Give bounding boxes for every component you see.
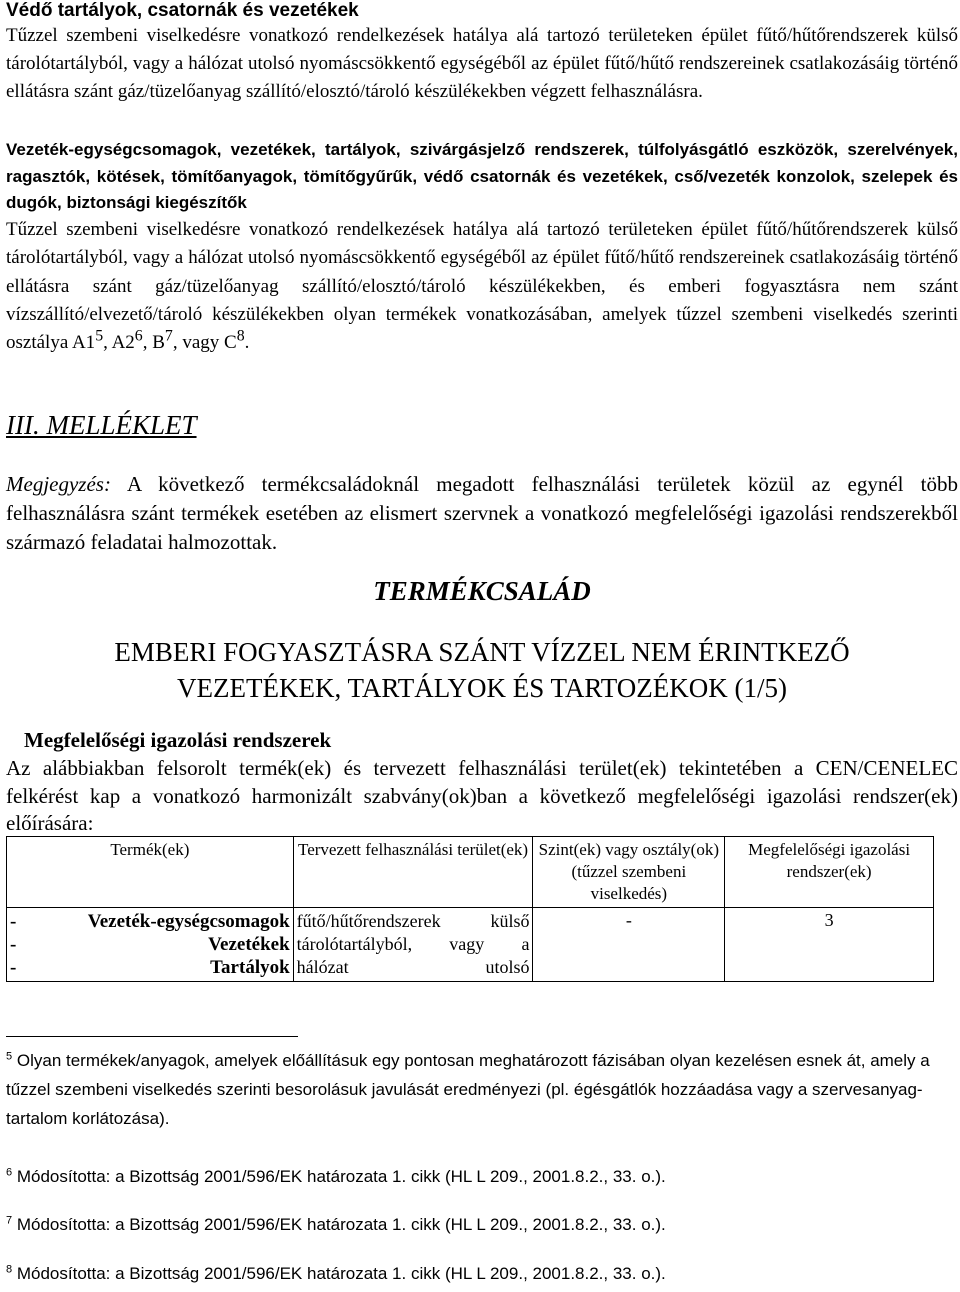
class-a2: A2: [111, 332, 135, 354]
footnote-8: [6, 1259, 958, 1288]
footnote-5: [6, 1046, 958, 1133]
product-family-subtitle-line-2: VEZETÉKEK, TARTÁLYOK ÉS TARTOZÉKOK (1/5): [177, 673, 787, 703]
note-label: Megjegyzés:: [6, 472, 111, 496]
intended-use-line: fűtő/hűtőrendszerek külső: [296, 911, 530, 931]
note-paragraph: [6, 470, 958, 557]
list-dash: -: [10, 957, 17, 978]
product-family-subtitle-line-1: EMBERI FOGYASZTÁSRA SZÁNT VÍZZEL NEM ÉRINTKEZŐ: [114, 637, 850, 667]
footnote-text: Olyan termékek/anyagok, amelyek előállításuk egy pontosan meghatározott fázisában olyan kezelésen esnek át, amely a tűzzel szembeni viselkedés szerinti besorolásuk javulását eredményezi (pl. égésgátlók hozzáadása vagy a szervesanyag-tartalom korlátozása).: [6, 1051, 930, 1128]
product-name: Vezetékek: [208, 934, 290, 955]
table-header-row: [7, 837, 934, 908]
period: .: [244, 332, 250, 354]
separator: , vagy: [172, 332, 225, 354]
list-dash: -: [10, 934, 17, 955]
product-name: Vezeték-egységcsomagok: [87, 911, 290, 932]
footnote-number: 7: [6, 1214, 13, 1227]
footnote-7: [6, 1210, 958, 1239]
section-heading: Védő tartályok, csatornák és vezetékek: [6, 0, 359, 21]
class-a1: A1: [71, 332, 96, 354]
conformity-heading: Megfelelőségi igazolási rendszerek: [24, 728, 332, 752]
footnote-6: [6, 1162, 958, 1191]
product-list-bold-paragraph: Vezeték-egységcsomagok, vezetékek, tartályok, szivárgásjelző rendszerek, túlfolyásgátló eszközök, szerelvények, ragasztók, kötések, tömítőanyagok, tömítőgyűrűk, védő csatornák és vezetékek, cső/vezeték konzolok, szelepek és dugók, biztonsági kiegészítők: [6, 140, 958, 212]
product-item: [10, 956, 290, 979]
product-item: [10, 910, 290, 933]
footnote-separator: [6, 1036, 298, 1037]
footnote-text: Módosította: a Bizottság 2001/596/EK határozata 1. cikk (HL L 209., 2001.8.2., 33. o.).: [16, 1215, 666, 1234]
header-level-class: Szint(ek) vagy osztály(ok) (tűzzel szembeni viselkedés): [533, 837, 725, 908]
product-cell: [7, 908, 294, 982]
footnote-ref-8[interactable]: 8: [236, 327, 245, 345]
usage-paragraph-1: Tűzzel szembeni viselkedésre vonatkozó rendelkezések hatálya alá tartozó területeken épület fűtő/hűtőrendszerek külső tárolótartályból, vagy a hálózat utolsó nyomáscsökkentő egységéből az épület fűtő/hűtő rendszereinek csatlakozásáig történő ellátásra szánt gáz/tüzelőanyag szállító/elosztó/tároló készülékekben végzett felhasználásra.: [6, 25, 958, 102]
list-dash: -: [10, 911, 17, 932]
system-cell: 3: [725, 908, 934, 982]
product-name: Tartályok: [210, 957, 290, 978]
separator: ,: [142, 332, 153, 354]
intended-use-line: tárolótartályból, vagy a: [296, 934, 530, 954]
header-intended-use: Tervezett felhasználási terület(ek): [293, 837, 533, 908]
footnote-text: Módosította: a Bizottság 2001/596/EK határozata 1. cikk (HL L 209., 2001.8.2., 33. o.).: [16, 1167, 666, 1186]
level-cell: -: [533, 908, 725, 982]
product-family-title: TERMÉKCSALÁD: [373, 576, 591, 606]
footnote-ref-7[interactable]: 7: [164, 327, 173, 345]
table-row: [7, 908, 934, 982]
conformity-paragraph: Az alábbiakban felsorolt termék(ek) és tervezett felhasználási terület(ek) tekintetében a CEN/CENELEC felkérést kap a vonatkozó harmonizált szabvány(ok)ban a következő megfelelőségi igazolási rendszer(ek) előírására:: [6, 756, 958, 835]
usage-paragraph-2-text: Tűzzel szembeni viselkedésre vonatkozó rendelkezések hatálya alá tartozó területeken épület fűtő/hűtőrendszerek külső tárolótartályból, vagy a hálózat utolsó nyomáscsökkentő egységéből az épület fűtő/hűtő rendszereinek csatlakozásáig történő ellátásra szánt gáz/tüzelőanyag szállító/elosztó/tároló készülékekben, és emberi fogyasztásra nem szánt vízszállító/elvezető/tároló készülékekben olyan termékek vonatkozásában, amelyek tűzzel szembeni viselkedés szerinti osztálya: [6, 219, 958, 354]
intended-use-cell: [293, 908, 533, 982]
footnote-ref-5[interactable]: 5: [95, 327, 104, 345]
separator: ,: [103, 332, 112, 354]
footnote-number: 5: [6, 1050, 13, 1063]
note-text: A következő termékcsaládoknál megadott felhasználási területek közül az egynél több felhasználásra szánt termékek esetében az elismert szervnek a vonatkozó megfelelőségi igazolási rendszerekből származó feladatai halmozottak.: [6, 472, 958, 554]
usage-paragraph-2: [6, 216, 958, 357]
annex-title: III. MELLÉKLET: [6, 410, 197, 440]
footnote-number: 6: [6, 1166, 13, 1179]
footnote-text: Módosította: a Bizottság 2001/596/EK határozata 1. cikk (HL L 209., 2001.8.2., 33. o.).: [16, 1264, 666, 1283]
footnote-ref-6[interactable]: 6: [134, 327, 143, 345]
footnote-number: 8: [6, 1263, 13, 1276]
header-product: Termék(ek): [7, 837, 294, 908]
header-conformity-system: Megfelelőségi igazolási rendszer(ek): [725, 837, 934, 908]
intended-use-line: hálózat utolsó: [296, 957, 530, 977]
conformity-table: [6, 836, 934, 982]
product-family-subtitle: [6, 634, 958, 706]
product-item: [10, 933, 290, 956]
class-c: C: [224, 332, 237, 354]
class-b: B: [152, 332, 165, 354]
